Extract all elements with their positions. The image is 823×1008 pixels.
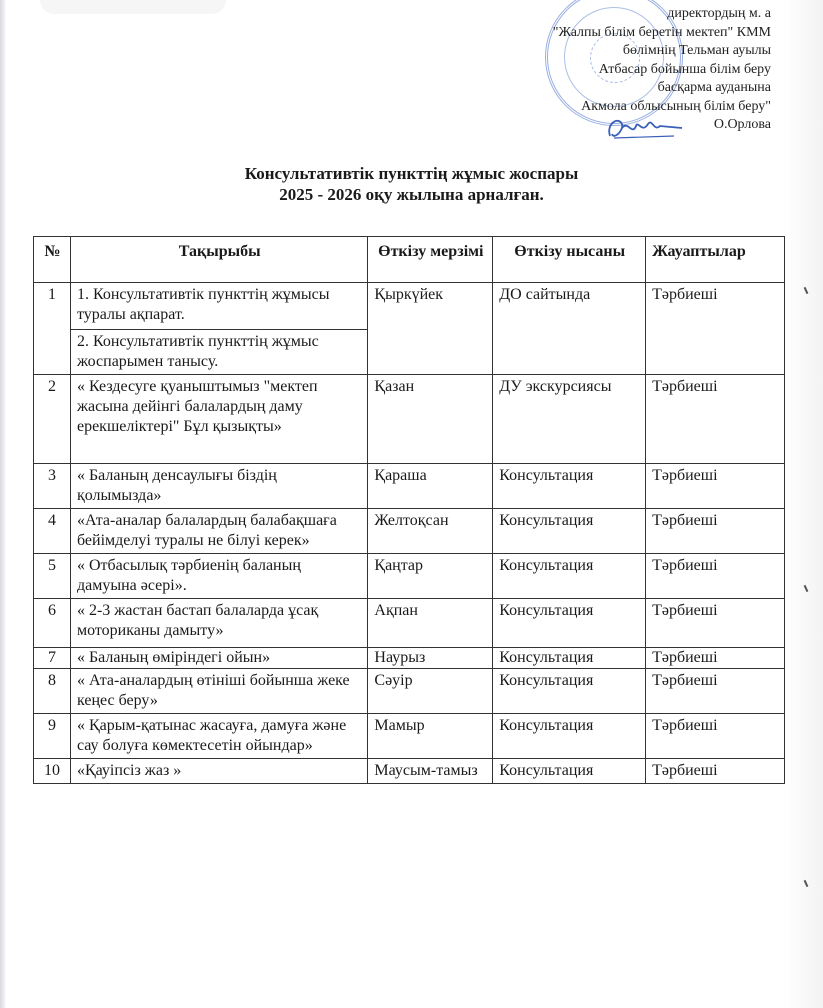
- table-row: [34, 648, 785, 669]
- cell-num: 4: [34, 509, 71, 554]
- cell-topic: « Баланың өміріндегі ойын»: [70, 648, 367, 669]
- approval-signatory: О.Орлова: [713, 117, 771, 132]
- cell-topic: « Ата-аналардың өтініші бойынша жеке кеңес беру»: [70, 669, 367, 714]
- cell-num: 9: [34, 714, 71, 759]
- approval-line: бөлімнің Тельман ауылы: [622, 43, 771, 58]
- cell-num: 8: [34, 669, 71, 714]
- cell-form: Консультация: [493, 599, 646, 648]
- cell-topic: 2. Консультативтік пункттің жұмыс жоспарымен танысу.: [70, 330, 367, 375]
- cell-num: 10: [34, 759, 71, 784]
- header-form: Өткізу нысаны: [493, 237, 646, 283]
- cell-form: Консультация: [493, 464, 646, 509]
- table-header-row: [34, 237, 785, 283]
- title-line-1: Консультативтік пункттің жұмыс жоспары: [244, 164, 579, 183]
- cell-num: 6: [34, 599, 71, 648]
- table-row: [34, 283, 785, 330]
- cell-date: Мамыр: [368, 714, 493, 759]
- cell-form: Консультация: [493, 669, 646, 714]
- cell-num: 2: [34, 375, 71, 464]
- table-row: [34, 669, 785, 714]
- cell-topic: « Баланың денсаулығы біздің қолымызда»: [70, 464, 367, 509]
- cell-form: Консультация: [493, 714, 646, 759]
- cell-date: Қыркүйек: [368, 283, 493, 375]
- approval-block: [553, 5, 771, 135]
- cell-num: 1: [34, 283, 71, 375]
- cell-topic: «Ата-аналар балалардың балабақшаға бейімделуі туралы не білуі керек»: [70, 509, 367, 554]
- cell-responsible: Тәрбиеші: [646, 714, 785, 759]
- approval-line: "Жалпы білім беретін мектеп" КММ: [552, 24, 771, 40]
- header-topic: Тақырыбы: [70, 237, 367, 283]
- table-row: [34, 554, 785, 599]
- cell-topic: « Отбасылық тәрбиенің баланың дамуына әсері».: [70, 554, 367, 599]
- table-row: [34, 759, 785, 784]
- table-row: [34, 714, 785, 759]
- cell-topic: 1. Консультативтік пункттің жұмысы туралы ақпарат.: [70, 283, 367, 330]
- approval-line: Акмола облысының білім беру": [581, 98, 771, 114]
- cell-responsible: Тәрбиеші: [646, 669, 785, 714]
- title-line-2: 2025 - 2026 оқу жылына арналған.: [279, 185, 544, 204]
- document-title: [0, 163, 823, 205]
- cell-responsible: Тәрбиеші: [646, 375, 785, 464]
- scan-mark: [804, 585, 809, 592]
- scan-mark: [804, 287, 809, 294]
- cell-topic: « 2-3 жастан бастап балаларда ұсақ моториканы дамыту»: [70, 599, 367, 648]
- cell-date: Маусым-тамыз: [368, 759, 493, 784]
- scan-mark: [804, 880, 809, 887]
- header-num: №: [34, 237, 71, 283]
- header-responsible: Жауаптылар: [646, 237, 785, 283]
- table-row: [34, 599, 785, 648]
- cell-responsible: Тәрбиеші: [646, 554, 785, 599]
- cell-topic: «Қауіпсіз жаз »: [70, 759, 367, 784]
- table-row: [34, 375, 785, 464]
- cell-form: Консультация: [493, 648, 646, 669]
- approval-line: басқарма ауданына: [657, 80, 771, 95]
- cell-date: Ақпан: [368, 599, 493, 648]
- cell-num: 3: [34, 464, 71, 509]
- cell-responsible: Тәрбиеші: [646, 283, 785, 375]
- cell-num: 5: [34, 554, 71, 599]
- cell-date: Қараша: [368, 464, 493, 509]
- cell-form: Консультация: [493, 759, 646, 784]
- approval-line: Атбасар бойынша білім беру: [598, 61, 771, 77]
- cell-responsible: Тәрбиеші: [646, 759, 785, 784]
- approval-line: директордың м. а: [667, 6, 771, 21]
- cell-responsible: Тәрбиеші: [646, 509, 785, 554]
- cell-topic: « Қарым-қатынас жасауға, дамуға және сау болуға көмектесетін ойындар»: [70, 714, 367, 759]
- cell-date: Наурыз: [368, 648, 493, 669]
- table-row: [34, 509, 785, 554]
- top-overlay-bar: [40, 0, 226, 14]
- cell-responsible: Тәрбиеші: [646, 599, 785, 648]
- cell-form: Консультация: [493, 509, 646, 554]
- page-left-shadow: [0, 0, 6, 1008]
- page-right-margin: [790, 0, 823, 1008]
- cell-form: ДУ экскурсиясы: [493, 375, 646, 464]
- cell-date: Қаңтар: [368, 554, 493, 599]
- cell-num: 7: [34, 648, 71, 669]
- cell-topic: « Кездесуге қуаныштымыз "мектеп жасына дейінгі балалардың даму ерекшеліктері" Бұл қызықты»: [70, 375, 367, 464]
- cell-form: ДО сайтында: [493, 283, 646, 375]
- cell-responsible: Тәрбиеші: [646, 464, 785, 509]
- cell-date: Сәуір: [368, 669, 493, 714]
- plan-table: [33, 236, 785, 784]
- cell-form: Консультация: [493, 554, 646, 599]
- cell-date: Қазан: [368, 375, 493, 464]
- cell-date: Желтоқсан: [368, 509, 493, 554]
- table-row: [34, 464, 785, 509]
- header-date: Өткізу мерзімі: [368, 237, 493, 283]
- cell-responsible: Тәрбиеші: [646, 648, 785, 669]
